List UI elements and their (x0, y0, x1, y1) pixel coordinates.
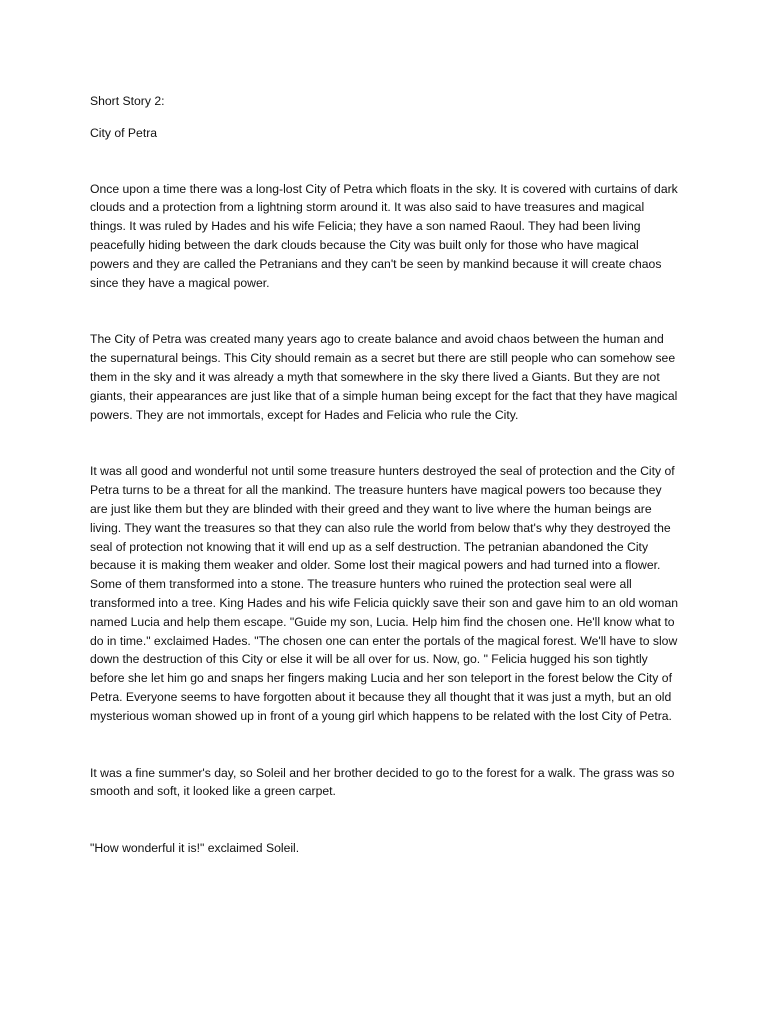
paragraph-4: It was a fine summer's day, so Soleil and her brother decided to go to the forest for a walk. The grass was so smooth and soft, it looked like a green carpet. (90, 765, 675, 799)
paragraph-3: It was all good and wonderful not until some treasure hunters destroyed the seal of protection and the City of Petra turns to be a threat for all the mankind. The treasure hunters have magical powers too because they are just like them but they are blinded with their greed and they want to live where the human beings are living. They want the treasures so that they can also rule the world from below that's why they destroyed the seal of protection not knowing that it will end up as a self destruction. The petranian abandoned the City because it is making them weaker and older. Some lost their magical powers and had turned into a flower. Some of them transformed into a stone. The treasure hunters who ruined the protection seal were all transformed into a tree. King Hades and his wife Felicia quickly save their son and gave him to an old woman named Lucia and help them escape. "Guide my son, Lucia. Help him find the chosen one. He'll know what to do in time." exclaimed Hades. "The chosen one can enter the portals of the magical forest. We'll have to slow down the destruction of this City or else it will be all over for us. Now, go. " Felicia hugged his son tightly before she let him go and snaps her fingers making Lucia and her son teleport in the forest below the City of Petra. Everyone seems to have forgotten about it because they all thought that it was just a myth, but an old mysterious woman showed up in front of a young girl which happens to be related with the lost City of Petra. (90, 464, 679, 723)
paragraph-5: "How wonderful it is!" exclaimed Soleil. (90, 841, 300, 856)
story-title: City of Petra (90, 125, 158, 140)
document-page (90, 92, 680, 858)
paragraph-1: Once upon a time there was a long-lost City of Petra which floats in the sky. It is covered with curtains of dark clouds and a protection from a lightning storm around it. It was also said to have treasures and magical things. It was ruled by Hades and his wife Felicia; they have a son named Raoul. They had been living peacefully hiding between the dark clouds because the City was built only for those who have magical powers and they are called the Petranians and they can't be seen by mankind because it will create chaos since they have a magical power. (90, 181, 678, 290)
paragraph-2: The City of Petra was created many years ago to create balance and avoid chaos between the human and the supernatural beings. This City should remain as a secret but there are still people who can somehow see them in the sky and it was already a myth that somewhere in the sky there lived a Giants. But they are not giants, their appearances are just like that of a simple human being except for the fact that they have magical powers. They are not immortals, except for Hades and Felicia who rule the City. (90, 332, 678, 422)
story-label: Short Story 2: (90, 94, 165, 108)
